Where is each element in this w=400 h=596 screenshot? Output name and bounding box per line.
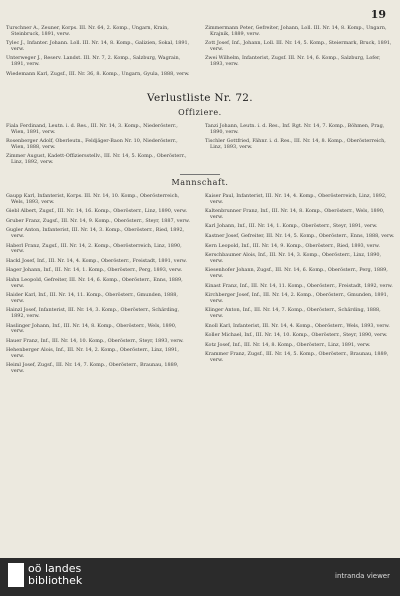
list-item: Tischler Gottfried, Fähnr. i. d. Res., III. Nr. 14, 8. Komp., Oberösterreich, Linz, 1893, verw.: [205, 138, 386, 150]
list-item: Unterweger J., Reserv. Landst. III. Nr. 7, 2. Komp., Salzburg, Wagrain, 1891, verw.: [6, 55, 181, 67]
divider: [180, 174, 220, 175]
list-item: Hager Johann, Inf., III. Nr. 14, 1. Komp., Oberösterr., Perg, 1893, verw.: [6, 267, 183, 274]
list-item: Hauer Franz, Inf., III. Nr. 14, 10. Komp., Oberösterr., Steyr, 1893, verw.: [6, 337, 184, 344]
list-item: Tylec J., Infanter. Johann. Loll. III. Nr. 14, 8. Komp., Galizien, Sokal, 1891, verw.: [6, 40, 190, 52]
logo-line1: oö landes: [28, 562, 82, 575]
list-item: Giebl Albert, Zugsf., III. Nr. 14, 16. Komp., Oberösterr., Linz, 1890, verw.: [6, 208, 188, 215]
list-item: Kerschbaumer Alois, Inf., III. Nr. 14, 3. Komp., Oberösterr., Linz, 1890, verw.: [205, 252, 382, 264]
list-item: Haider Karl, Inf., III. Nr. 14, 11. Komp., Oberösterr., Gmunden, 1888, verw.: [6, 292, 178, 304]
list-item: Koller Michael, Inf., III. Nr. 14, 10. Komp., Oberösterr., Steyr, 1890, verw.: [205, 332, 388, 339]
list-item: Zwei Wilhelm, Infanterist, Zugsf. III. Nr. 14, 6. Komp., Salzburg, Lofer, 1893, verw.: [205, 55, 381, 67]
list-item: Heiml Josef, Zugsf., III. Nr. 14, 7. Komp., Oberösterr., Braunau, 1889, verw.: [6, 362, 179, 375]
officers-left-column: [6, 124, 191, 170]
list-item: Rosenberger Adolf, Oberleutn., Feldjäger-Baon Nr. 10, Niederösterr., Wien, 1888, verw.: [6, 138, 178, 150]
list-item: Zimmer August, Kadett-Offiziersstellv., III. Nr. 14, 5. Komp., Oberösterr., Linz, 1892, verw.: [6, 153, 187, 165]
list-item: Kirchberger Josef, Inf., III. Nr. 14, 2. Komp., Oberösterr., Gmunden, 1891, verw.: [205, 292, 389, 304]
logo-text: [28, 563, 82, 587]
list-item: Gugler Anton, Infanterist, III. Nr. 14, 3. Komp., Oberösterr., Ried, 1892, verw.: [6, 227, 185, 239]
list-item: Hainzl Josef, Infanterist, III. Nr. 14, 3. Komp., Oberösterr., Schärding, 1892, verw.: [6, 307, 180, 319]
list-item: Haslinger Johann, Inf., III. Nr. 14, 8. Komp., Oberösterr., Wels, 1890, verw.: [6, 322, 177, 335]
list-item: Klinger Anton, Inf., III. Nr. 14, 7. Komp., Oberösterr., Schärding, 1888, verw.: [205, 307, 381, 319]
list-item: Kastner Josef, Gefreiter, III. Nr. 14, 5. Komp., Oberösterr., Enns, 1888, verw.: [205, 232, 395, 239]
list-item: Gruber Franz, Zugsf., III. Nr. 14, 9. Komp., Oberösterr., Steyr, 1887, verw.: [6, 217, 190, 224]
list-item: Knoll Karl, Infanterist, III. Nr. 14, 4. Komp., Oberösterr., Wels, 1893, verw.: [205, 322, 390, 329]
list-item: Gaupp Karl, Infanterist, Korps. III. Nr. 14, 10. Komp., Oberösterreich, Wels, 1893, verw.: [6, 193, 180, 205]
men-left-column: [6, 194, 191, 379]
top-right-column: [205, 26, 395, 72]
list-item: Kiesenhofer Johann, Zugsf., III. Nr. 14, 6. Komp., Oberösterr., Perg, 1889, verw.: [205, 267, 388, 279]
viewer-label: intranda viewer: [335, 572, 390, 580]
list-item: Kaltenbrunner Franz, Inf., III. Nr. 14, 8. Komp., Oberösterr., Wels, 1890, verw.: [205, 208, 385, 220]
list-item: Hahn Leopold, Gefreiter, III. Nr. 14, 6. Komp., Oberösterr., Enns, 1889, verw.: [6, 276, 183, 289]
list-item: Turschner A., Zeuner, Korps. III. Nr. 64, 2. Komp., Ungarn, Krain, Steinbruck, 1891, verw.: [6, 25, 169, 37]
list-item: Hehenberger Alois, Inf., III. Nr. 14, 2. Komp., Oberösterr., Linz, 1891, verw.: [6, 347, 179, 359]
list-item: Haberl Franz, Zugsf., III. Nr. 14, 2. Komp., Oberösterreich, Linz, 1890, verw.: [6, 242, 182, 255]
list-item: Zimmermann Peter, Gefreiter, Johann, Loll. III. Nr. 14, 8. Komp., Ungarn, Krajnik, 1889, verw.: [205, 25, 387, 37]
section-heading-officers: Offiziere.: [178, 108, 222, 117]
men-right-column: [205, 194, 395, 367]
list-item: Wiedemann Karl, Zugsf., III. Nr. 36, 8. Komp., Ungarn, Gyula, 1888, verw.: [6, 70, 190, 77]
officers-right-column: [205, 124, 395, 154]
list-item: Kinast Franz, Inf., III. Nr. 14, 11. Komp., Oberösterr., Freistadt, 1892, verw.: [205, 282, 393, 289]
viewer-footer: [0, 558, 400, 596]
top-left-column: [6, 26, 191, 81]
list-item: Kern Leopold, Inf., III. Nr. 14, 9. Komp., Oberösterr., Ried, 1893, verw.: [205, 242, 380, 249]
list-item: Kaiser Paul, Infanterist, III. Nr. 14, 4. Komp., Oberösterreich, Linz, 1892, verw.: [205, 193, 387, 205]
logo-line2: bibliothek: [28, 574, 83, 587]
page-number: 19: [370, 8, 386, 21]
logo-mark-icon: [8, 563, 24, 587]
library-logo[interactable]: [8, 563, 82, 587]
list-item: Tanzi Johann, Leutn. i. d. Res., Inf. Rgt. Nr. 14, 7. Komp., Böhmen, Prag, 1890, verw.: [205, 123, 385, 135]
list-item: Hackl Josef, Inf., III. Nr. 14, 4. Komp., Oberösterr., Freistadt, 1891, verw.: [6, 257, 187, 264]
list-item: Kotz Josef, Inf., III. Nr. 14, 8. Komp., Oberösterr., Linz, 1891, verw.: [205, 341, 371, 348]
list-item: Fiala Ferdinand, Leutn. i. d. Res., III. Nr. 14, 3. Komp., Niederösterr., Wien, 1891, verw.: [6, 123, 178, 135]
section-heading-men: Mannschaft.: [171, 178, 229, 187]
list-item: Zott Josef, Inf., Johann, Loll. III. Nr. 14, 5. Komp., Steiermark, Bruck, 1891, verw.: [205, 40, 392, 52]
list-item: Krammer Franz, Zugsf., III. Nr. 14, 5. Komp., Oberösterr., Braunau, 1889, verw.: [205, 351, 389, 363]
page-title: Verlustliste Nr. 72.: [147, 92, 253, 104]
list-item: Karl Johann, Inf., III. Nr. 14, 1. Komp., Oberösterr., Steyr, 1891, verw.: [205, 223, 378, 230]
